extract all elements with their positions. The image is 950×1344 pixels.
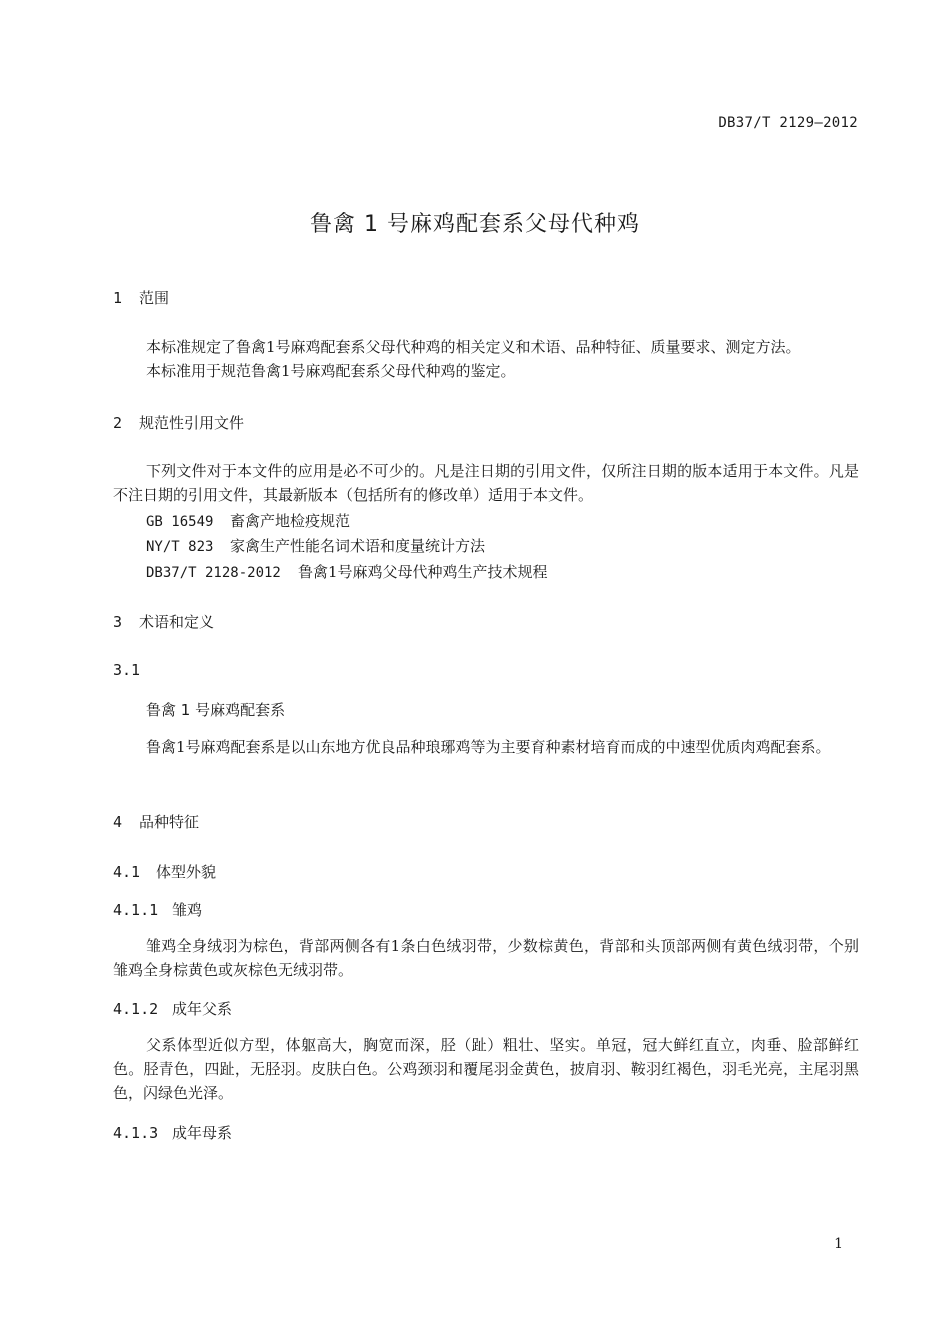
- subsection-4-1-heading: [113, 861, 216, 882]
- section-title: 术语和定义: [139, 613, 215, 631]
- section-title: 规范性引用文件: [139, 414, 245, 432]
- paragraph: 下列文件对于本文件的应用是必不可少的。凡是注日期的引用文件，仅所注日期的版本适用于本文件。凡是不注日期的引用文件，其最新版本（包括所有的修改单）适用于本文件。: [113, 462, 859, 504]
- section-number: 4.1: [113, 863, 141, 881]
- section-title: 品种特征: [139, 813, 200, 831]
- section-number: 3.1: [113, 661, 141, 679]
- section-number: 4.1.3: [113, 1124, 159, 1142]
- page-number: 1: [834, 1236, 843, 1252]
- section-2-heading: [113, 412, 244, 433]
- subsection-4-1-1-heading: [113, 899, 202, 920]
- reference-code: DB37/T 2128-2012: [146, 565, 281, 581]
- term-name: 鲁禽 1 号麻鸡配套系: [146, 701, 286, 719]
- paragraph: 本标准规定了鲁禽1号麻鸡配套系父母代种鸡的相关定义和术语、品种特征、质量要求、测定方法。: [146, 338, 801, 356]
- reference-name: 家禽生产性能名词术语和度量统计方法: [230, 537, 486, 555]
- section-title: 成年母系: [172, 1124, 233, 1142]
- term-definition: 鲁禽1号麻鸡配套系是以山东地方优良品种琅琊鸡等为主要育种素材培育而成的中速型优质肉鸡配套系。: [146, 738, 831, 756]
- reference-name: 鲁禽1号麻鸡父母代种鸡生产技术规程: [298, 563, 548, 581]
- reference-item: [146, 510, 350, 531]
- section-title: 雏鸡: [172, 901, 203, 919]
- section-title: 范围: [139, 289, 170, 307]
- section-number: 1: [113, 289, 123, 307]
- paragraph: 父系体型近似方型，体躯高大，胸宽而深，胫（趾）粗壮、坚实。单冠，冠大鲜红直立，肉垂、脸部鲜红色。胫青色，四趾，无胫羽。皮肤白色。公鸡颈羽和覆尾羽金黄色，披肩羽、鞍羽红褐色，羽毛光亮，主尾羽黑色，闪绿色光泽。: [113, 1036, 859, 1102]
- section-number: 2: [113, 414, 123, 432]
- paragraph: 本标准用于规范鲁禽1号麻鸡配套系父母代种鸡的鉴定。: [146, 362, 516, 380]
- section-3-heading: [113, 611, 214, 632]
- reference-item: [146, 535, 485, 556]
- subsection-4-1-2-heading: [113, 998, 232, 1019]
- subsection-4-1-3-heading: [113, 1122, 232, 1143]
- section-title: 体型外貌: [156, 863, 217, 881]
- section-number: 4.1.2: [113, 1000, 159, 1018]
- paragraph: 雏鸡全身绒羽为棕色，背部两侧各有1条白色绒羽带，少数棕黄色，背部和头顶部两侧有黄色绒羽带，个别雏鸡全身棕黄色或灰棕色无绒羽带。: [113, 937, 859, 979]
- section-number: 4: [113, 813, 123, 831]
- section-title: 成年父系: [172, 1000, 233, 1018]
- reference-code: GB 16549: [146, 514, 214, 530]
- section-number: 4.1.1: [113, 901, 159, 919]
- section-4-heading: [113, 811, 199, 832]
- standard-code: DB37/T 2129—2012: [718, 115, 858, 131]
- reference-code: NY/T 823: [146, 539, 214, 555]
- section-number: 3: [113, 613, 123, 631]
- reference-item: [146, 561, 548, 582]
- section-1-heading: [113, 287, 169, 308]
- document-title: 鲁禽 1 号麻鸡配套系父母代种鸡: [310, 212, 640, 237]
- subsection-3-1-number: [113, 661, 140, 679]
- reference-name: 畜禽产地检疫规范: [230, 512, 351, 530]
